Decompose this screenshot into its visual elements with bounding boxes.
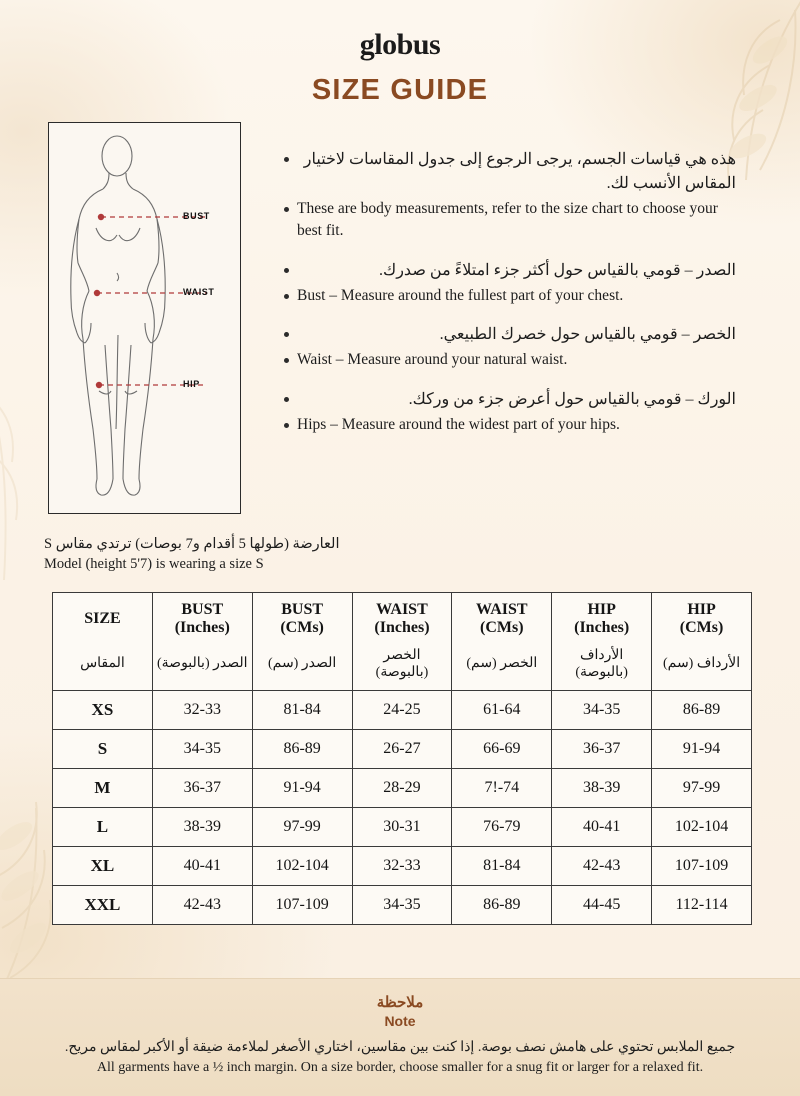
page-title: SIZE GUIDE: [311, 74, 489, 106]
cell-bust-in: 32-33: [152, 691, 252, 730]
cell-hip-cm: 91-94: [652, 730, 752, 769]
th-ar-size: المقاس: [53, 644, 153, 691]
note-title-en: Note: [384, 1013, 416, 1029]
instruction-ar: [284, 323, 736, 347]
cell-bust-cm: 97-99: [252, 808, 352, 847]
th-line2: (Inches): [374, 619, 430, 637]
th-line1: BUST: [281, 601, 324, 618]
th-line1: HIP: [587, 601, 616, 618]
measurement-instructions: [284, 148, 736, 452]
instruction-text-ar: الورك – قومي بالقياس حول أعرض جزء من وركك.: [408, 390, 736, 408]
cell-hip-cm: 86-89: [652, 691, 752, 730]
bullet-icon: [284, 332, 289, 337]
th-ar-bust-cms: الصدر (سم): [252, 644, 352, 691]
instruction-group: [284, 259, 736, 307]
bullet-icon: [284, 157, 289, 162]
cell-waist-in: 32-33: [352, 847, 452, 886]
th-bust-cms: [252, 593, 352, 644]
th-line2: (Inches): [174, 619, 230, 637]
cell-hip-cm: 97-99: [652, 769, 752, 808]
cell-waist-cm: 66-69: [452, 730, 552, 769]
th-hip-cms: [652, 593, 752, 644]
instruction-text-ar: هذه هي قياسات الجسم، يرجى الرجوع إلى جدول المقاسات لاختيار المقاس الأنسب لك.: [303, 151, 736, 192]
instruction-group: [284, 323, 736, 371]
instruction-text-en: Bust – Measure around the fullest part of your chest.: [297, 286, 624, 304]
cell-waist-in: 30-31: [352, 808, 452, 847]
cell-size: S: [53, 730, 153, 769]
bullet-icon: [284, 358, 289, 363]
table-row: [53, 886, 752, 925]
model-caption: [44, 534, 464, 575]
cell-waist-in: 28-29: [352, 769, 452, 808]
cell-bust-in: 42-43: [152, 886, 252, 925]
th-line1: SIZE: [84, 610, 121, 628]
instruction-ar: [284, 388, 736, 412]
instruction-text-ar: الخصر – قومي بالقياس حول خصرك الطبيعي.: [439, 326, 736, 344]
th-line2: (Inches): [574, 619, 630, 637]
cell-size: L: [53, 808, 153, 847]
th-size: [53, 593, 153, 644]
brand-logo: globus: [359, 28, 441, 61]
cell-hip-in: 44-45: [552, 886, 652, 925]
cell-bust-cm: 86-89: [252, 730, 352, 769]
model-caption-en: Model (height 5'7) is wearing a size S: [44, 556, 264, 573]
cell-hip-cm: 112-114: [652, 886, 752, 925]
instruction-ar: [284, 259, 736, 283]
th-ar-waist-inches: الخصر (بالبوصة): [352, 644, 452, 691]
figure-label-hip: HIP: [183, 379, 200, 389]
cell-hip-in: 40-41: [552, 808, 652, 847]
cell-waist-in: 24-25: [352, 691, 452, 730]
th-waist-inches: [352, 593, 452, 644]
cell-bust-cm: 102-104: [252, 847, 352, 886]
table-row: [53, 730, 752, 769]
instruction-en: [284, 349, 736, 371]
cell-waist-cm: 81-84: [452, 847, 552, 886]
instruction-text-en: Hips – Measure around the widest part of your hips.: [297, 415, 620, 433]
th-line2: (CMs): [280, 619, 324, 637]
instruction-group: [284, 388, 736, 436]
cell-waist-cm: 7!-74: [452, 769, 552, 808]
cell-bust-in: 38-39: [152, 808, 252, 847]
cell-bust-cm: 81-84: [252, 691, 352, 730]
th-line1: HIP: [687, 601, 716, 618]
th-line2: (CMs): [480, 619, 524, 637]
table-header-row-en: [53, 593, 752, 644]
table-row: [53, 769, 752, 808]
instruction-ar: [284, 148, 736, 196]
size-chart-table-wrapper: [52, 592, 752, 925]
instruction-en: [284, 198, 736, 243]
th-line1: BUST: [181, 601, 224, 618]
cell-hip-in: 42-43: [552, 847, 652, 886]
cell-size: XXL: [53, 886, 153, 925]
instruction-text-en: Waist – Measure around your natural waist.: [297, 351, 568, 369]
instruction-text-ar: الصدر – قومي بالقياس حول أكثر جزء امتلاءً من صدرك.: [379, 261, 736, 279]
th-line1: WAIST: [376, 601, 428, 618]
figure-label-waist: WAIST: [183, 287, 215, 297]
th-ar-bust-inches: الصدر (بالبوصة): [152, 644, 252, 691]
th-line2: (CMs): [679, 619, 724, 637]
instruction-text-en: These are body measurements, refer to the size chart to choose your best fit.: [297, 200, 718, 240]
cell-waist-cm: 86-89: [452, 886, 552, 925]
cell-waist-in: 26-27: [352, 730, 452, 769]
cell-hip-cm: 107-109: [652, 847, 752, 886]
table-row: [53, 808, 752, 847]
instruction-group: [284, 148, 736, 243]
cell-hip-cm: 102-104: [652, 808, 752, 847]
table-row: [53, 691, 752, 730]
cell-bust-cm: 91-94: [252, 769, 352, 808]
cell-bust-cm: 107-109: [252, 886, 352, 925]
figure-label-bust: BUST: [183, 211, 210, 221]
bullet-icon: [284, 397, 289, 402]
bullet-icon: [284, 294, 289, 299]
size-chart-table: [52, 592, 752, 925]
cell-hip-in: 34-35: [552, 691, 652, 730]
cell-bust-in: 36-37: [152, 769, 252, 808]
model-caption-ar: العارضة (طولها 5 أقدام و7 بوصات) ترتدي مقاس S: [44, 536, 340, 552]
cell-hip-in: 38-39: [552, 769, 652, 808]
female-body-outline-icon: [49, 123, 240, 513]
cell-size: XS: [53, 691, 153, 730]
th-hip-inches: [552, 593, 652, 644]
cell-hip-in: 36-37: [552, 730, 652, 769]
note-title-ar: ملاحظة: [376, 995, 424, 1011]
th-ar-hip-cms: الأرداف (سم): [652, 644, 752, 691]
th-ar-hip-inches: الأرداف (بالبوصة): [552, 644, 652, 691]
footer-note: [0, 978, 800, 1096]
note-body-ar: جميع الملابس تحتوي على هامش نصف بوصة. إذا كنت بين مقاسين، اختاري الأصغر لملاءمة ضيقة أو الأكبر لمقاس مريح.: [64, 1040, 736, 1055]
model-figure-diagram: [48, 122, 241, 514]
cell-waist-in: 34-35: [352, 886, 452, 925]
th-line1: WAIST: [476, 601, 528, 618]
cell-bust-in: 34-35: [152, 730, 252, 769]
instruction-en: [284, 285, 736, 307]
note-body-en: All garments have a ½ inch margin. On a size border, choose smaller for a snug fit or larger for a relaxed fit.: [96, 1059, 704, 1075]
th-waist-cms: [452, 593, 552, 644]
cell-bust-in: 40-41: [152, 847, 252, 886]
cell-size: M: [53, 769, 153, 808]
instruction-en: [284, 414, 736, 436]
bullet-icon: [284, 423, 289, 428]
cell-waist-cm: 61-64: [452, 691, 552, 730]
table-row: [53, 847, 752, 886]
table-header-row-ar: [53, 644, 752, 691]
cell-size: XL: [53, 847, 153, 886]
cell-waist-cm: 76-79: [452, 808, 552, 847]
bullet-icon: [284, 207, 289, 212]
bullet-icon: [284, 268, 289, 273]
th-ar-waist-cms: الخصر (سم): [452, 644, 552, 691]
th-bust-inches: [152, 593, 252, 644]
